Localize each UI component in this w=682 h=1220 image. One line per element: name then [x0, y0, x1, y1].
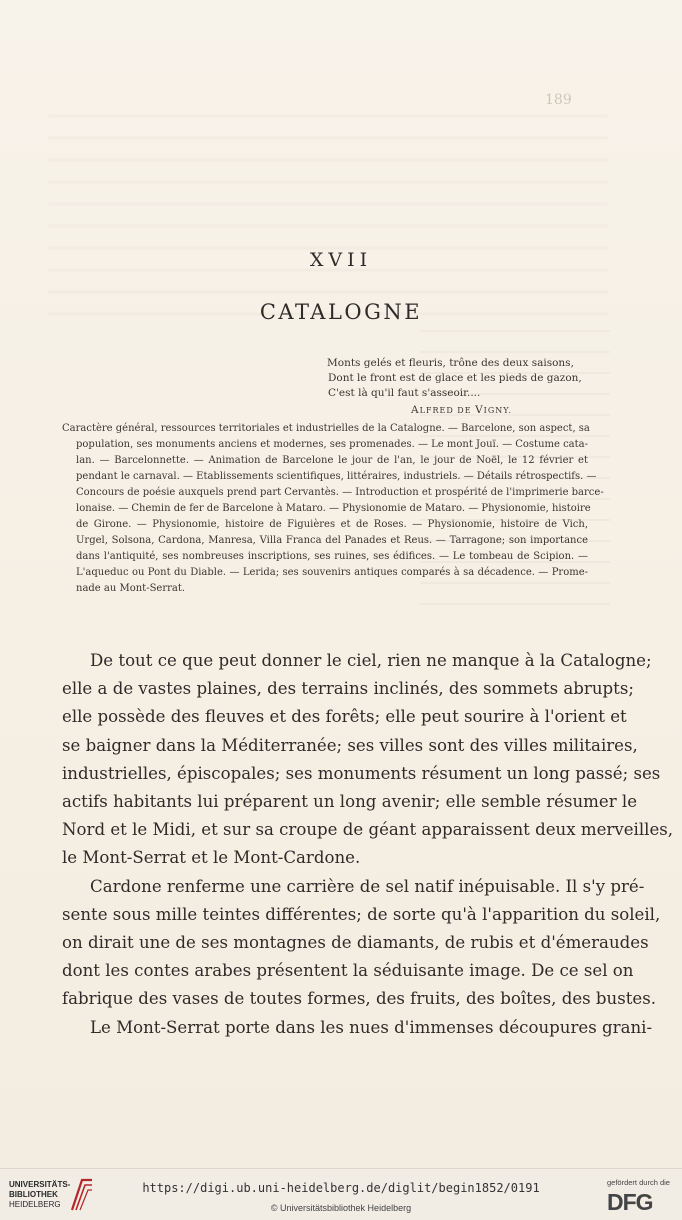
- summary-line: de Girone. — Physionomie, histoire de Figuières et de Roses. — Physionomie, histoire de Vich,: [76, 519, 588, 530]
- epigraph: [327, 356, 587, 418]
- body-line: Cardone renferme une carrière de sel natif inépuisable. Il s'y pré-: [90, 876, 645, 896]
- epigraph-line: Dont le front est de glace et les pieds de gazon,: [328, 372, 582, 384]
- funding-label: gefördert durch die: [607, 1178, 670, 1187]
- body-line: elle a de vastes plaines, des terrains inclinés, des sommets abrupts;: [62, 679, 634, 699]
- copyright-notice: © Universitätsbibliothek Heidelberg: [270, 1203, 412, 1213]
- summary-line: Urgel, Solsona, Cardona, Manresa, Villa Franca del Panades et Reus. — Tarragone; son importance: [76, 535, 588, 546]
- body-text: [62, 647, 674, 1042]
- summary-line: nade au Mont-Serrat.: [76, 583, 186, 594]
- body-line: Nord et le Midi, et sur sa croupe de géant apparaissent deux merveilles,: [62, 820, 674, 840]
- bleed-through-texture: [48, 95, 608, 315]
- summary-line: lan. — Barcelonnette. — Animation de Barcelone le jour de l'an, le jour de Noël, le 12 février et: [76, 455, 588, 466]
- body-line: se baigner dans la Méditerranée; ses villes sont des villes militaires,: [62, 735, 638, 755]
- epigraph-line: C'est là qu'il faut s'asseoir....: [328, 387, 481, 399]
- summary-line: Concours de poésie auxquels prend part Cervantès. — Introduction et prospérité de l'imprimerie barce-: [76, 487, 604, 498]
- body-line: on dirait une de ses montagnes de diamants, de rubis et d'émeraudes: [62, 933, 649, 953]
- body-line: le Mont-Serrat et le Mont-Cardone.: [62, 848, 361, 868]
- body-line: dont les contes arabes présentent la séduisante image. De ce sel on: [62, 961, 634, 981]
- permalink-url[interactable]: https://digi.ub.uni-heidelberg.de/diglit/begin1852/0191: [142, 1181, 540, 1195]
- author-text: IGNY.: [483, 406, 513, 415]
- library-name-line: HEIDELBERG: [9, 1200, 61, 1209]
- author-initial: V: [475, 404, 484, 416]
- epigraph-author: [327, 403, 587, 418]
- library-name-line: UNIVERSITÄTS-: [9, 1180, 71, 1189]
- chapter-number: XVII: [309, 249, 373, 271]
- author-initial: A: [411, 404, 420, 416]
- body-line: industrielles, épiscopales; ses monuments résument un long passé; ses: [62, 763, 661, 783]
- body-line: fabrique des vases de toutes formes, des fruits, des boîtes, des bustes.: [62, 989, 657, 1009]
- body-line: sente sous mille teintes différentes; de sorte qu'à l'apparition du soleil,: [62, 904, 661, 924]
- epigraph-line: Monts gelés et fleuris, trône des deux saisons,: [327, 357, 574, 369]
- chapter-summary: [62, 421, 604, 597]
- summary-line: Caractère général, ressources territoriales et industrielles de la Catalogne. — Barcelone, son aspect, sa: [62, 423, 590, 434]
- author-text: LFRED DE: [419, 406, 476, 415]
- summary-line: L'aqueduc ou Pont du Diable. — Lerida; ses souvenirs antiques comparés à sa décadence. — Prome-: [76, 567, 588, 578]
- body-line: De tout ce que peut donner le ciel, rien ne manque à la Catalogne;: [90, 651, 652, 670]
- summary-line: population, ses monuments anciens et modernes, ses promenades. — Le mont Jouï. — Costume cata-: [76, 439, 589, 450]
- summary-line: pendant le carnaval. — Etablissements scientifiques, littéraires, industriels. — Détails rétrospectifs. —: [76, 471, 597, 482]
- library-name-line: BIBLIOTHEK: [9, 1190, 58, 1199]
- chapter-title: CATALOGNE: [259, 300, 423, 324]
- summary-line: dans l'antiquité, ses nombreuses inscriptions, ses ruines, ses édifices. — Le tombeau de Scipion. —: [76, 551, 588, 562]
- body-line: Le Mont-Serrat porte dans les nues d'immenses découpures grani-: [90, 1017, 653, 1037]
- summary-line: lonaise. — Chemin de fer de Barcelone à Mataro. — Physionomie de Mataro. — Physionomie, histoire: [76, 503, 591, 514]
- body-line: elle possède des fleuves et des forêts; elle peut sourire à l'orient et: [62, 707, 627, 727]
- body-line: actifs habitants lui préparent un long avenir; elle semble résumer le: [62, 792, 638, 812]
- page-number: 189: [545, 92, 572, 108]
- dfg-logo[interactable]: DFG: [607, 1189, 653, 1215]
